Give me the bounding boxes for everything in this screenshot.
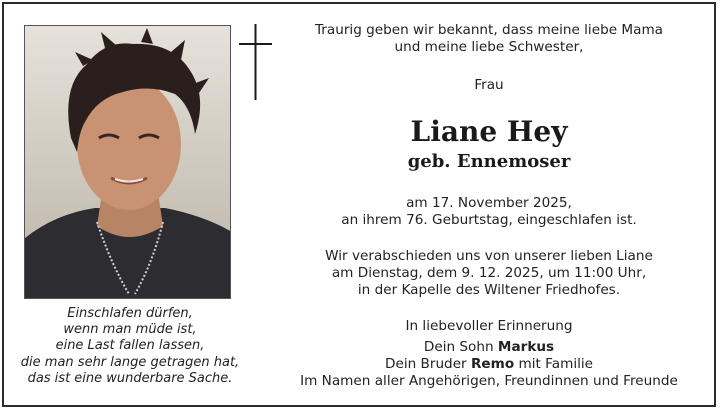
brother-line xyxy=(296,356,682,373)
portrait-photo xyxy=(24,25,231,299)
brother-prefix: Dein Bruder xyxy=(384,356,467,372)
death-date-line: am 17. November 2025, xyxy=(406,195,572,211)
son-line xyxy=(296,339,682,356)
ceremony-line: am Dienstag, dem 9. 12. 2025, um 11:00 Uhr, xyxy=(331,265,647,281)
son-prefix: Dein Sohn xyxy=(423,339,494,355)
salutation: Frau xyxy=(474,77,504,93)
poem-line: wenn man müde ist, xyxy=(63,322,197,338)
memory-heading: In liebevoller Erinnerung xyxy=(405,318,573,334)
intro-line: und meine liebe Schwester, xyxy=(394,39,584,55)
others-line: Im Namen aller Angehörigen, Freundinnen und Freunde xyxy=(300,373,678,389)
brother-name: Remo xyxy=(470,356,515,372)
brother-suffix: mit Familie xyxy=(518,356,594,372)
cross-icon xyxy=(239,24,273,100)
ceremony-line: in der Kapelle des Wiltener Friedhofes. xyxy=(357,282,621,298)
poem xyxy=(12,306,248,387)
intro-line: Traurig geben wir bekannt, dass meine liebe Mama xyxy=(314,22,664,38)
poem-line: die man sehr lange getragen hat, xyxy=(20,354,240,370)
birth-name: geb. Ennemoser xyxy=(407,151,571,172)
ceremony-line: Wir verabschieden uns von unserer lieben Liane xyxy=(325,248,653,264)
poem-line: Einschlafen dürfen, xyxy=(67,306,193,321)
poem-line: das ist eine wunderbare Sache. xyxy=(27,370,233,386)
son-name: Markus xyxy=(497,339,555,355)
poem-line: eine Last fallen lassen, xyxy=(55,338,205,354)
death-detail-line: an ihrem 76. Geburtstag, eingeschlafen ist. xyxy=(341,212,637,228)
deceased-name: Liane Hey xyxy=(410,115,568,148)
